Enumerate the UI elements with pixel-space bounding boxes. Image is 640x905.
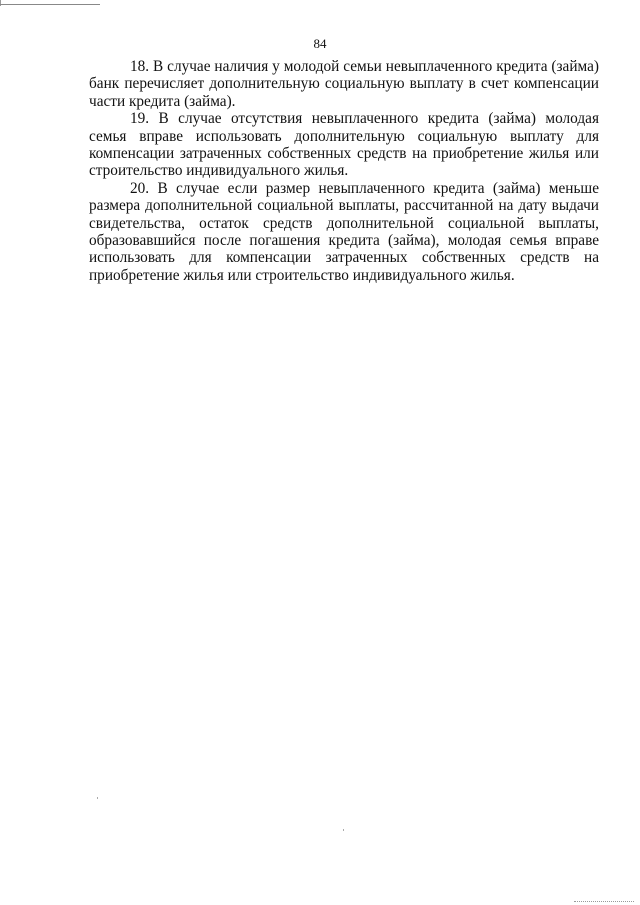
- paragraph-19: 19. В случае отсутствия невыплаченного кредита (займа) молодая семья вправе использовать дополнительную социальную выплату для компенсации затраченных собственных средств на приобретение жилья или строительство индивидуального жилья.: [89, 110, 599, 180]
- paragraph-20: 20. В случае если размер невыплаченного кредита (займа) меньше размера дополнительной социальной выплаты, рассчитанной на дату выдачи свидетельства, остаток средств дополнительной социальной выплаты, образовавшийся после погашения кредита (займа), молодая семья вправе использовать для компенсации затраченных собственных средств на приобретение жилья или строительство индивидуального жилья.: [89, 179, 599, 284]
- scan-artifact-bottom-dots: [574, 901, 634, 903]
- scan-speck: [343, 829, 344, 831]
- scan-artifact-top-tick: [0, 0, 1, 6]
- paragraph-18: 18. В случае наличия у молодой семьи невыплаченного кредита (займа) банк перечисляет дополнительную социальную выплату в счет компенсации части кредита (займа).: [89, 58, 599, 110]
- scan-speck: [97, 797, 98, 799]
- scan-artifact-top-line: [0, 4, 100, 5]
- document-body: [89, 58, 599, 284]
- page-number: 84: [313, 36, 327, 51]
